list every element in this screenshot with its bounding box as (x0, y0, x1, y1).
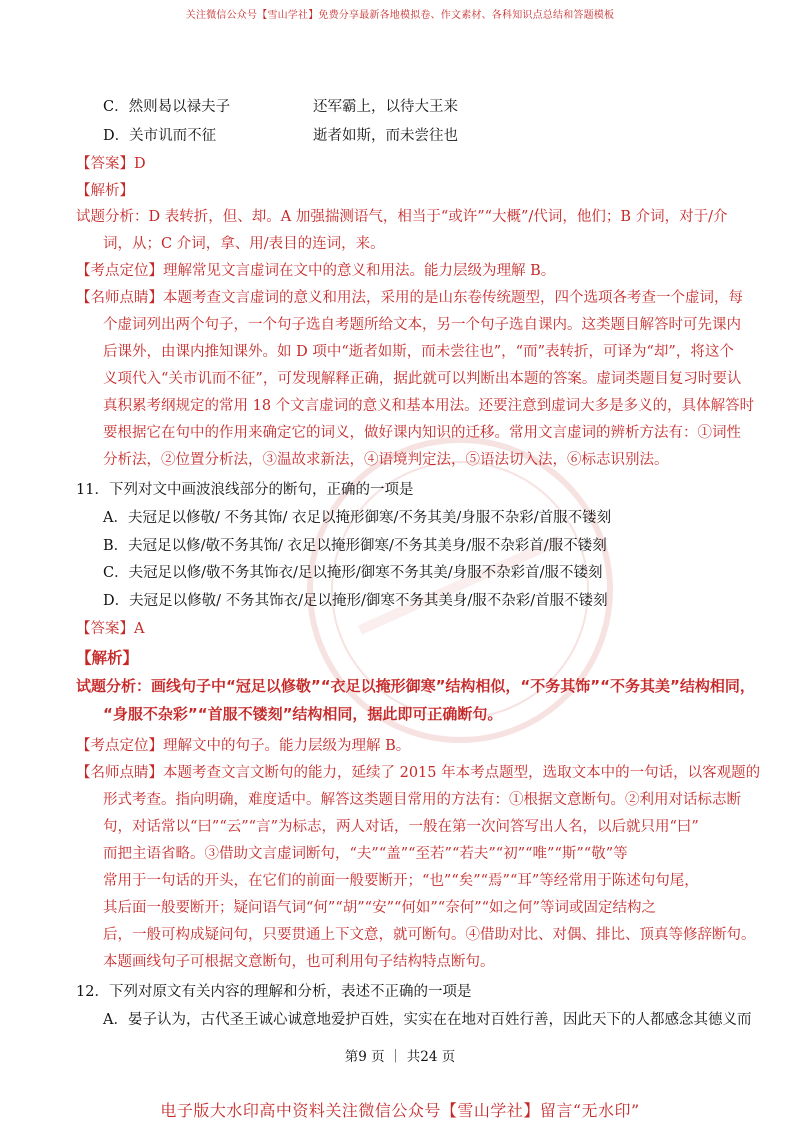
q10-analysis-line: 试题分析：D 表转折，但、却。A 加强揣测语气，相当于“或许”“大概”/代词，他们；B 介词，对于/介 (76, 209, 728, 225)
q12-stem: 12．下列对原文有关内容的理解和分析，表述不正确的一项是 (76, 984, 472, 1000)
q11-option-d: D．夫冠足以修敬/ 不务其饰衣/足以掩形/御寒不务其美身/服不杂彩/首服不镂刻 (103, 593, 608, 609)
q11-mingshi-line: 本题画线句子可根据文意断句，也可利用句子结构特点断句。 (103, 954, 495, 970)
q10-answer: 【答案】D (76, 156, 146, 172)
q11-answer: 【答案】A (76, 621, 145, 637)
q10-mingshi-line: 【名师点睛】本题考查文言虚词的意义和用法，采用的是山东卷传统题型，四个选项各考查一个虚词，每 (76, 290, 743, 306)
q11-analysis-line: 试题分析：画线句子中“冠足以修敬”“衣足以掩形御寒”结构相似，“不务其饰”“不务其美”结构相同， (76, 677, 755, 695)
q11-mingshi-line: 形式考查。指向明确，难度适中。解答这类题目常用的方法有：①根据文意断句。②利用对话标志断 (103, 792, 741, 808)
q11-option-c: C．夫冠足以修/敬不务其饰衣/足以掩形/御寒不务其美/身服不杂彩首/服不镂刻 (103, 565, 603, 581)
header-banner: 关注微信公众号【雪山学社】免费分享最新各地模拟卷、作文素材、各科知识点总结和答题模板 (185, 10, 615, 21)
bottom-banner: 电子版大水印高中资料关注微信公众号【雪山学社】留言“无水印” (160, 1101, 640, 1120)
q10-mingshi-line: 真积累考纲规定的常用 18 个文言虚词的意义和基本用法。还要注意到虚词大多是多义的，具体解答时 (103, 398, 755, 414)
page-number: 第9 页 ｜ 共24 页 (344, 1049, 456, 1065)
q11-mingshi-line: 其后面一般要断开；疑问语气词“何”“胡”“安”“何如”“奈何”“如之何”等词或固定结构之 (103, 900, 656, 916)
q10-mingshi-line: 个虚词列出两个句子，一个句子选自考题所给文本，另一个句子选自课内。这类题目解答时可先课内 (103, 317, 741, 333)
q10-option-d: D．关市讥而不征 (103, 128, 217, 144)
q10-mingshi-line: 后课外，由课内推知课外。如 D 项中“逝者如斯，而未尝往也”，“而”表转折，可译为“却”，将这个 (103, 344, 734, 360)
q10-option-d-right: 逝者如斯，而未尝往也 (313, 128, 458, 144)
q10-kaodian: 【考点定位】理解常见文言虚词在文中的意义和用法。能力层级为理解 B。 (76, 263, 556, 279)
q11-kaodian: 【考点定位】理解文中的句子。能力层级为理解 B。 (76, 738, 411, 754)
seal-watermark-icon (300, 430, 620, 750)
q10-option-c: C．然则曷以禄夫子 (103, 99, 231, 115)
q11-jiexi-label: 【解析】 (76, 648, 139, 667)
q11-mingshi-line: 【名师点睛】本题考查文言文断句的能力，延续了 2015 年本考点题型，选取文本中的一句话，以客观题的 (76, 765, 761, 781)
q10-mingshi-line: 义项代入“关市讥而不征”，可发现解释正确，据此就可以判断出本题的答案。虚词类题目复习时要认 (103, 371, 742, 387)
q10-jiexi-label: 【解析】 (76, 183, 134, 199)
q11-option-a: A．夫冠足以修敬/ 不务其饰/ 衣足以掩形御寒/不务其美/身服不杂彩/首服不镂刻 (103, 510, 612, 526)
q12-option-a: A．晏子认为，古代圣王诚心诚意地爱护百姓，实实在在地对百姓行善，因此天下的人都感念其德义而 (103, 1012, 752, 1028)
q11-mingshi-line: 常用于一句话的开头，在它们的前面一般要断开；“也”“矣”“焉”“耳”等经常用于陈述句句尾， (103, 873, 699, 889)
q10-mingshi-line: 要根据它在句中的作用来确定它的词义，做好课内知识的迁移。常用文言虚词的辨析方法有：①词性 (103, 425, 741, 441)
q11-option-b: B．夫冠足以修/敬不务其饰/ 衣足以掩形御寒/不务其美身/服不杂彩首/服不镂刻 (103, 538, 607, 554)
q10-mingshi-line: 分析法，②位置分析法，③温故求新法，④语境判定法，⑤语法切入法，⑥标志识别法。 (103, 452, 669, 468)
q11-analysis-line: “身服不杂彩”“首服不镂刻”结构相同，据此即可正确断句。 (103, 705, 503, 723)
q10-analysis-line: 词，从；C 介词，拿、用/表目的连词，来。 (103, 236, 385, 252)
q11-mingshi-line: 而把主语省略。③借助文言虚词断句，“夫”“盖”“至若”“若夫”“初”“唯”“斯”“敬”等 (103, 846, 628, 862)
q11-mingshi-line: 后，一般可构成疑问句，只要贯通上下文意，就可断句。④借助对比、对偶、排比、顶真等修辞断句。 (103, 927, 756, 943)
q10-option-c-right: 还军霸上，以待大王来 (313, 99, 458, 115)
q11-stem: 11．下列对文中画波浪线部分的断句，正确的一项是 (76, 482, 414, 498)
q11-mingshi-line: 句，对话常以“曰”“云”“言”为标志，两人对话，一般在第一次问答写出人名，以后就只用“曰” (103, 819, 699, 835)
